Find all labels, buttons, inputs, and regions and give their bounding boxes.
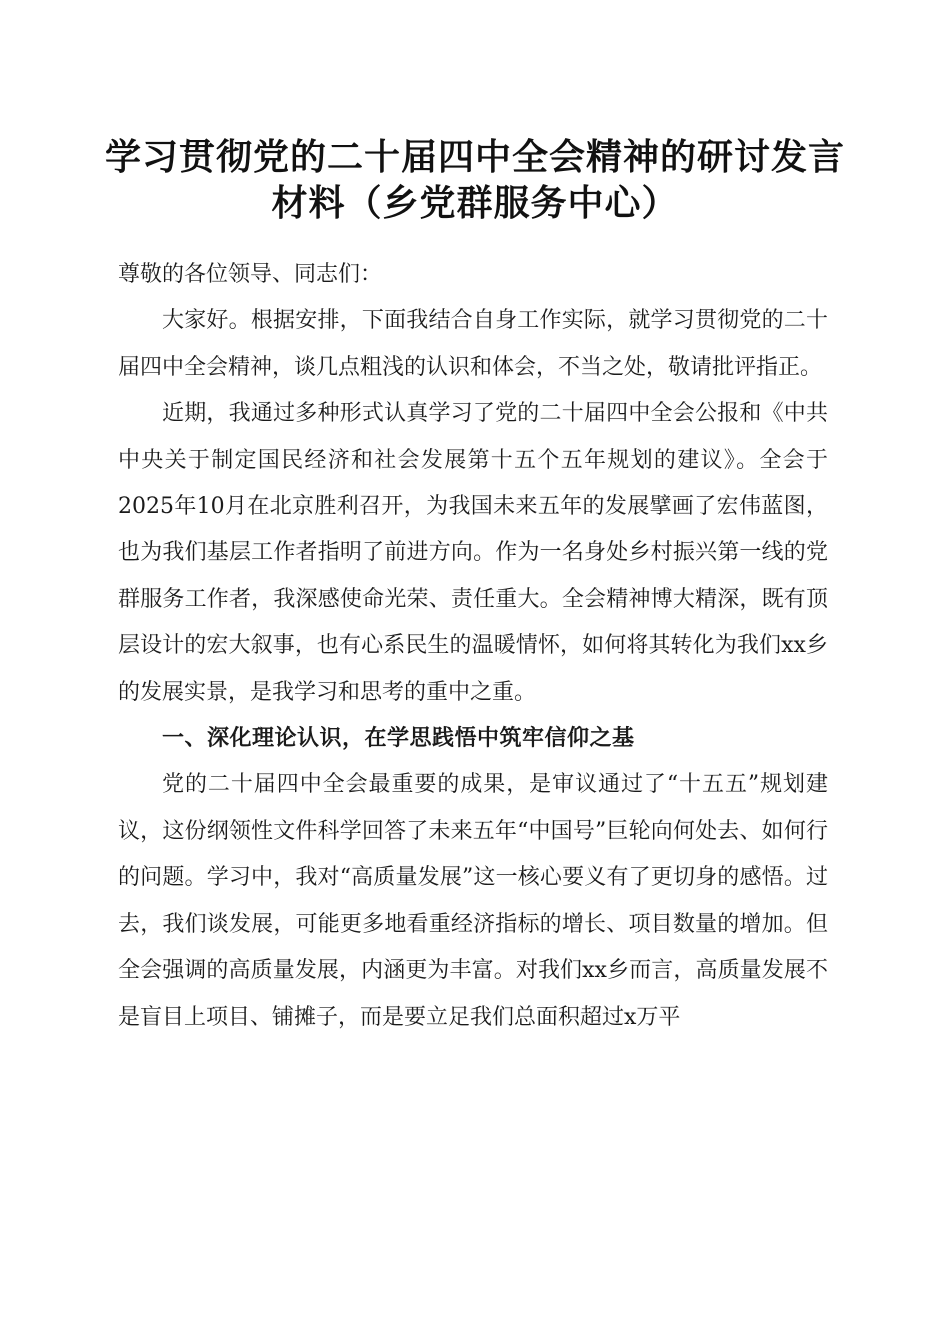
paragraph-opening: 大家好。根据安排，下面我结合自身工作实际，就学习贯彻党的二十届四中全会精神，谈几点粗浅的认识和体会，不当之处，敬请批评指正。 bbox=[118, 308, 828, 380]
section-1-paragraph: 党的二十届四中全会最重要的成果，是审议通过了“十五五”规划建议，这份纲领性文件科学回答了未来五年“中国号”巨轮向何处去、如何行的问题。学习中，我对“高质量发展”这一核心要义有了更切身的感悟。过去，我们谈发展，可能更多地看重经济指标的增长、项目数量的增加。但全会强调的高质量发展，内涵更为丰富。对我们xx乡而言，高质量发展不是盲目上项目、铺摊子，而是要立足我们总面积超过x万平 bbox=[118, 772, 828, 1030]
document-body bbox=[118, 252, 828, 1041]
document-title-line-1: 学习贯彻党的二十届四中全会精神的研讨发言 bbox=[104, 136, 845, 178]
salutation: 尊敬的各位领导、同志们： bbox=[118, 262, 383, 287]
paragraph-background: 近期，我通过多种形式认真学习了党的二十届四中全会公报和《中共中央关于制定国民经济和社会发展第十五个五年规划的建议》。全会于2025年10月在北京胜利召开，为我国未来五年的发展擘画了宏伟蓝图，也为我们基层工作者指明了前进方向。作为一名身处乡村振兴第一线的党群服务工作者，我深感使命光荣、责任重大。全会精神博大精深，既有顶层设计的宏大叙事，也有心系民生的温暖情怀，如何将其转化为我们xx乡的发展实景，是我学习和思考的重中之重。 bbox=[118, 401, 828, 705]
section-heading-1: 一、深化理论认识，在学思践悟中筑牢信仰之基 bbox=[162, 726, 635, 752]
document-title-line-2: 材料（乡党群服务中心） bbox=[271, 182, 679, 224]
